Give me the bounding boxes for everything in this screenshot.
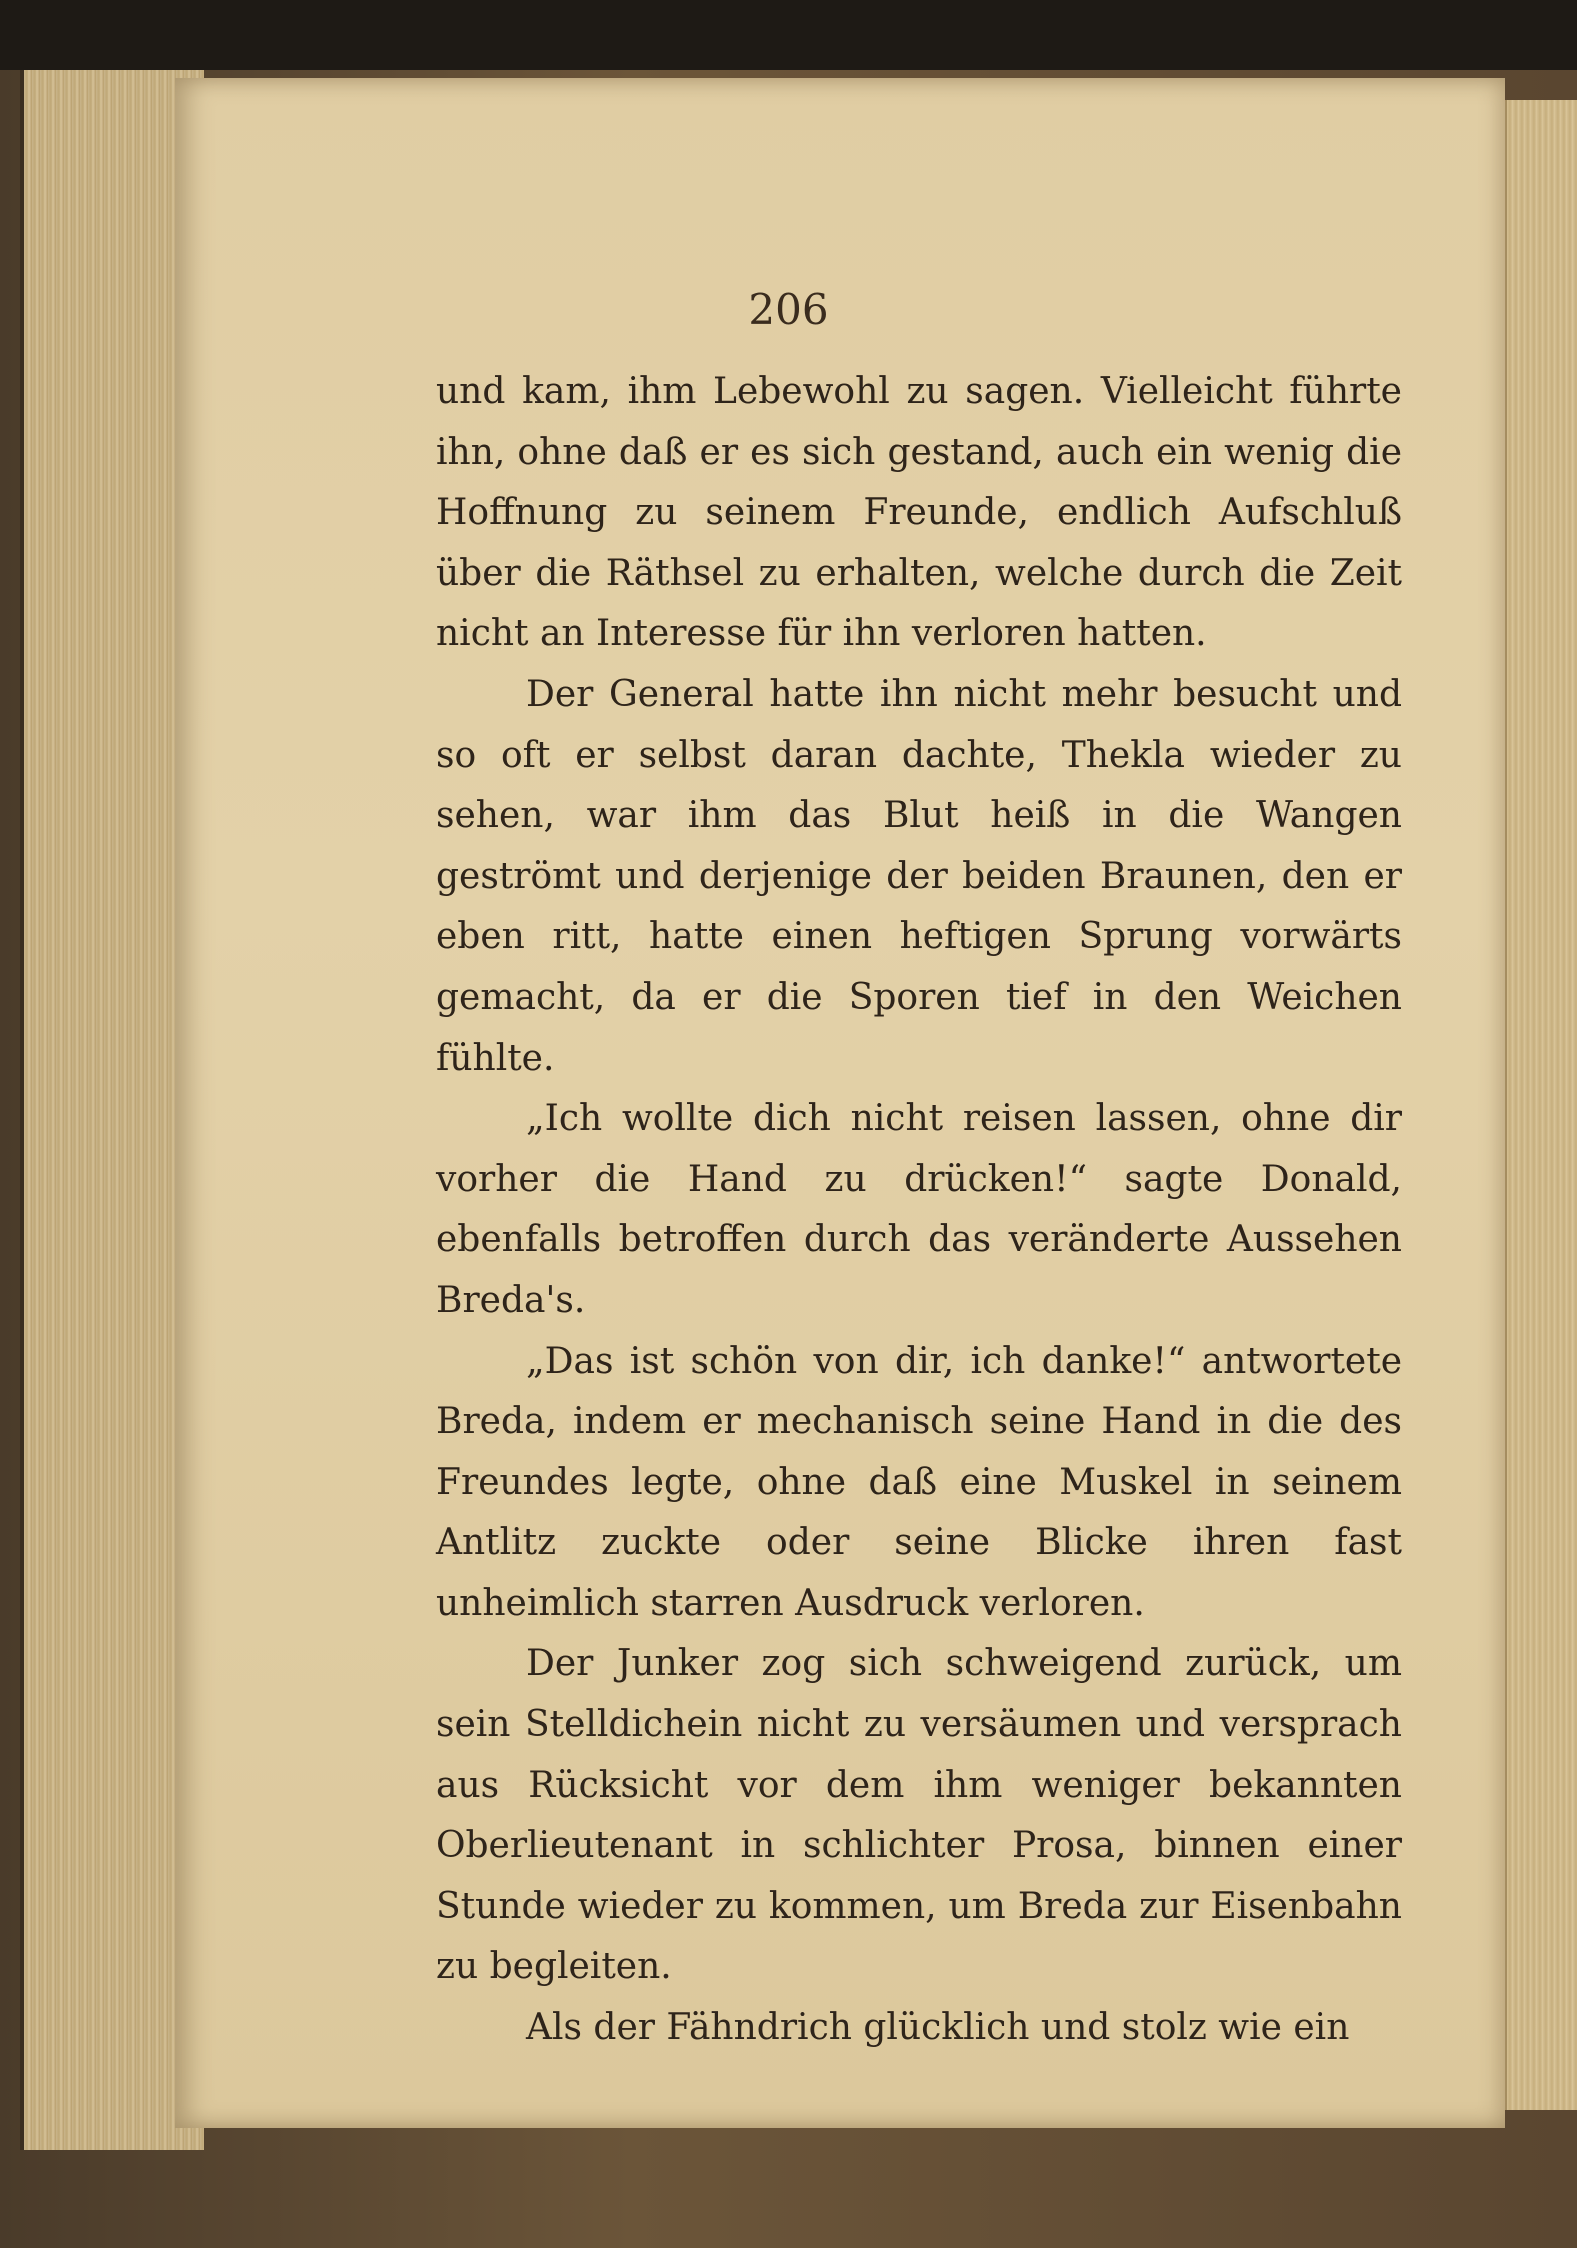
body-text bbox=[436, 362, 1402, 2059]
page-stack-right bbox=[1505, 100, 1577, 2110]
paragraph: Als der Fähndrich glücklich und stolz wie ein bbox=[526, 2007, 1350, 2049]
paragraph: Der Junker zog sich schweigend zurück, um sein Stelldichein nicht zu versäumen und versprach aus Rücksicht vor dem ihm weniger bekannten Oberlieutenant in schlichter Prosa, binnen einer Stunde wieder zu kommen, um Breda zur Eisenbahn zu begleiten. bbox=[436, 1643, 1402, 1988]
paragraph: „Ich wollte dich nicht reisen lassen, ohne dir vorher die Hand zu drücken!“ sagte Donald, ebenfalls betroffen durch das veränderte Aussehen Breda's. bbox=[436, 1098, 1402, 1321]
page-number: 206 bbox=[748, 285, 829, 334]
paragraph: „Das ist schön von dir, ich danke!“ antwortete Breda, indem er mechanisch seine Hand in die des Freundes legte, ohne daß eine Muskel in seinem Antlitz zuckte oder seine Blicke ihren fast unheimlich starren Ausdruck verloren. bbox=[436, 1340, 1402, 1624]
paragraph: Der General hatte ihn nicht mehr besucht und so oft er selbst daran dachte, Thekla wieder zu sehen, war ihm das Blut heiß in die Wangen geströmt und derjenige der beiden Braunen, den er eben ritt, hatte einen heftigen Sprung vorwärts gemacht, da er die Sporen tief in den Weichen fühlte. bbox=[436, 673, 1402, 1079]
paragraph: und kam, ihm Lebewohl zu sagen. Vielleicht führte ihn, ohne daß er es sich gestand, auch ein wenig die Hoffnung zu seinem Freunde, endlich Aufschluß über die Räthsel zu erhalten, welche durch die Zeit nicht an Interesse für ihn verloren hatten. bbox=[436, 371, 1402, 655]
